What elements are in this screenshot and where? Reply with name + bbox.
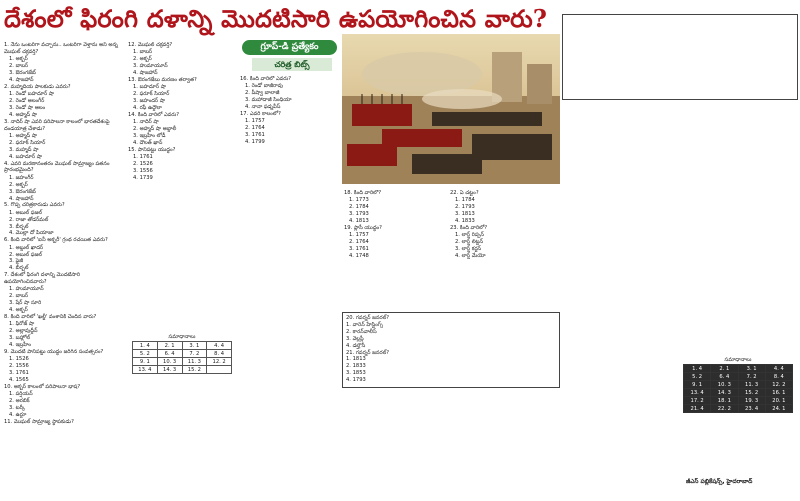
question-text: 3. నాదిర్‌ షా ఎవరి పరిపాలనా కాలంలో భారతదేశంపై దండయాత్ర చేశాడు? [4,118,110,132]
question-text: 6. కింది వారిలో 'ఐనీ అక్బరీ' గ్రంథ రచయిత ఎవరు? [4,237,108,244]
answer-option: 1. రెండో బహదూర్‌ షా [9,91,55,98]
answer-cell: 9. 1 [133,358,158,366]
answer-option: 3. 1813 [455,211,475,218]
answer-option: 3. టర్కీ [9,405,26,412]
answer-option: 4. మొల్లా దో పియాజా [9,230,54,237]
question-text: 17. ఎవరి కాలంలో? [240,110,281,117]
question-text: 16. కింది వారిలో ఎవరు? [240,76,292,82]
answer-option: 4. 1799 [245,138,265,145]
answer-option: 3. 1793 [349,211,369,218]
answer-cell: 12. 2 [207,358,232,366]
battle-illustration [342,34,560,184]
answer-option: 2. రెండో అలంగీర్‌ [9,98,45,105]
answer-option: 2. 1784 [349,204,369,211]
answer-cell: 6. 4 [711,373,738,381]
answers-row [133,350,232,358]
answer-cell: 18. 1 [711,397,738,405]
answer-cell: 13. 4 [133,366,158,374]
answer-cell: 21. 4 [684,405,711,413]
question-column-5 [450,190,558,310]
question-text: 21. గవర్నర్‌ జనరల్‌? [346,349,390,356]
answer-cell: 15. 2 [182,366,207,374]
answer-cell: 4. 4 [207,342,232,350]
answers-row [684,365,793,373]
question-column-2 [128,42,238,327]
answer-option: 3. 1761 [9,370,29,377]
answer-option: 4. షాజహాన్‌ [9,76,34,83]
answer-option: 3. ఇబ్రహీం లోడీ [133,132,166,139]
answer-option: 3. జహందర్‌ షా [133,98,166,105]
answer-cell: 22. 2 [711,405,738,413]
answer-option: 2. అల్లావుద్దీన్‌ [9,328,38,335]
answers-row [684,373,793,381]
answer-option: 1. అహ్మద్‌ షా [9,132,38,139]
answers-heading-2: సమాధానాలు [724,357,752,363]
answer-option: 4. 1565 [9,377,29,384]
answer-option: 1. 1784 [455,197,475,204]
answer-cell: 6. 4 [157,350,182,358]
answer-option: 4. బహదూర్‌ షా [9,153,43,160]
answer-option: 2. అక్బర్‌ [133,56,152,63]
answer-option: 2. బాబర్‌ [9,293,29,300]
answers-row [684,381,793,389]
section-badge: గ్రూప్‌-డి ప్రత్యేకం [242,40,337,55]
answer-option: 2. 1833 [346,363,366,370]
section-subtitle: చరిత్ర బిట్స్‌ [252,58,332,71]
answer-option: 3. బహ్లోల్‌ [9,335,31,342]
answer-option: 1. జహంగీర్‌ [9,174,34,181]
answer-option: 1. ఫిరోజ్‌ షా [9,321,35,328]
question-text: 20. గవర్నర్‌ జనరల్‌? [346,315,390,321]
answer-cell: 19. 3 [738,397,765,405]
answer-option: 1. 1761 [133,154,153,161]
answer-cell: 10. 3 [157,358,182,366]
answer-option: 2. 1793 [455,204,475,211]
answer-option: 3. మహాదాజీ సింధియా [245,97,292,104]
answer-option: 3. 1556 [133,167,153,174]
answer-option: 1. 1757 [349,232,369,239]
answer-cell: 24. 1 [765,405,792,413]
question-column-7 [682,98,794,348]
answer-option: 4. ఉర్దూ [9,411,27,418]
answers-row [684,389,793,397]
match-question-box-2 [562,14,798,100]
question-text: 22. ఏ చట్టం? [450,190,479,196]
answer-option: 1. బహదూర్‌ షా [133,84,167,91]
answer-option: 2. బాబర్‌ [9,63,29,70]
match-question-box [342,312,560,388]
question-column-3 [240,76,340,316]
answer-option: 4. లార్డ్‌ మేయో [455,252,486,259]
answer-cell: 23. 4 [738,405,765,413]
question-text: 11. మొఘల్‌ సామ్రాజ్య స్థాపకుడు? [4,418,74,425]
answer-option: 1. 1757 [245,118,265,125]
answers-table-1 [132,341,232,374]
answer-cell: 8. 4 [207,350,232,358]
answer-cell: 9. 1 [684,381,711,389]
answer-option: 2. ఫరూక్‌ సియార్‌ [133,91,170,98]
answer-option: 3. ఔరంగజేబ్‌ [9,188,36,195]
publisher-credit: జీఎస్‌ పబ్లికేషన్స్‌, హైదరాబాద్‌ [686,479,753,485]
answer-option: 1. అక్బర్‌ [9,56,28,63]
answer-cell: 5. 2 [684,373,711,381]
answer-option: 3. 1853 [346,370,366,377]
answer-option: 2. లార్డ్‌ లిట్టన్‌ [455,239,484,246]
question-column-4 [344,190,444,310]
answer-cell: 1. 4 [133,342,158,350]
answer-cell: 7. 2 [182,350,207,358]
answer-option: 3. 1761 [349,246,369,253]
answer-option: 1. రెండో బాజీరావు [245,83,283,90]
answer-option: 2. అక్బర్‌ [9,181,28,188]
question-text: 7. దేశంలో ఫిరంగి దళాన్ని మొదటిసారి ఉపయోగించినవారు? [4,272,80,286]
answer-cell: 2. 1 [157,342,182,350]
answer-option: 4. బీర్బల్‌ [9,265,29,272]
answers-row [133,358,232,366]
answer-option: 1. బాబర్‌ [133,49,153,56]
answer-option: 4. దౌలత్‌ ఖాన్‌ [133,139,163,146]
answer-cell: 10. 3 [711,381,738,389]
answer-option: 1. 1813 [346,356,366,363]
answer-option: 3. ఫైజీ [9,258,24,265]
answer-option: 3. బీర్బల్‌ [9,223,29,230]
answer-option: 4. అక్బర్‌ [9,307,28,314]
question-text: 2. మహ్మదియ పాలకుడు ఎవరు? [4,83,71,90]
answer-option: 2. రాజా తోడర్‌మల్‌ [9,216,49,223]
question-text: 14. కింది వారిలో ఎవరు? [128,111,180,118]
question-text: 4. ఎవరి మరణానంతరం మొఘల్‌ సామ్రాజ్యం పతనం ప్రారంభమైంది? [4,160,110,174]
answer-option: 4. డల్హౌసీ [346,342,366,349]
answer-option: 3. లార్డ్‌ కర్జన్‌ [455,246,482,253]
answer-cell: 8. 4 [765,373,792,381]
answer-option: 4. షాజహాన్‌ [133,70,158,77]
answers-row [133,342,232,350]
answer-cell: 3. 1 [738,365,765,373]
answer-option: 2. 1764 [349,239,369,246]
answer-option: 2. అహ్మద్‌ షా అబ్దాలీ [133,126,177,133]
question-text: 13. ఔరంగజేబు మరణం తర్వాత? [128,76,197,83]
answer-cell: 5. 2 [133,350,158,358]
answer-option: 4. 1748 [349,252,369,259]
question-text: 15. పానిపట్టు యుద్ధం? [128,146,176,153]
answer-option: 2. 1556 [9,363,29,370]
answer-option: 3. ఔరంగజేబ్‌ [9,70,36,77]
answer-option: 1. అబ్దుల్‌ ఖాదర్‌ [9,244,44,251]
answer-option: 4. 1739 [133,174,153,181]
question-text: 18. కింది వారిలో? [344,190,382,196]
answer-option: 1. వారెన్‌ హేస్టింగ్స్‌ [346,321,383,328]
answers-row [684,397,793,405]
answer-option: 2. అబుల్‌ ఫజల్‌ [9,251,42,258]
answer-cell: 3. 1 [182,342,207,350]
answer-cell: 11. 3 [738,381,765,389]
answer-option: 2. అరబిక్‌ [9,398,30,405]
answer-option: 1. హుమాయూన్‌ [9,286,44,293]
answer-option: 2. ఫరూక్‌ సియార్‌ [9,139,46,146]
answer-option: 2. 1526 [133,160,153,167]
answer-cell: 15. 2 [738,389,765,397]
answers-heading: సమాధానాలు [168,334,196,340]
answer-option: 1. 1526 [9,356,29,363]
question-column-6 [563,98,678,498]
answer-option: 2. 1764 [245,125,265,132]
answers-row [684,405,793,413]
page-title: దేశంలో ఫిరంగి దళాన్ని మొదటిసారి ఉపయోగించిన వారు? [4,4,548,33]
answer-option: 1. 1773 [349,197,369,204]
answer-option: 4. 1833 [455,218,475,225]
answer-option: 4. నానా ఫడ్నవీస్‌ [245,104,281,111]
answer-cell: 16. 1 [765,389,792,397]
answer-cell: 4. 4 [765,365,792,373]
answer-option: 1. అబుల్‌ ఫజల్‌ [9,209,42,216]
answer-option: 2. పీష్వా బాలాజీ [245,90,280,97]
answer-cell: 1. 4 [684,365,711,373]
answer-option: 4. షాజహాన్‌ [9,195,34,202]
question-text: 12. మొఘల్‌ చక్రవర్తి? [128,42,173,48]
answer-option: 3. వెల్లస్లీ [346,335,364,342]
question-text: 5. గొప్ప చరిత్రకారుడు ఎవరు? [4,202,65,209]
question-text: 23. కింది వారిలో? [450,224,488,231]
answer-cell: 14. 3 [711,389,738,397]
question-text: 19. ప్లాసీ యుద్ధం? [344,224,382,231]
answer-option: 2. కారన్‌వాలీస్‌ [346,328,377,335]
question-column-1 [4,42,122,500]
answer-option: 4. 1793 [346,377,366,384]
answer-option: 3. మహ్మద్‌ షా [9,146,39,153]
answer-cell: 11. 3 [182,358,207,366]
answer-option: 1. నాదిర్‌ షా [133,119,159,126]
question-text: 1. నేను ఒంటరిగా వచ్చాను.. ఒంటరిగా వెళ్తాను అని అన్న మొఘల్‌ చక్రవర్తి? [4,42,118,55]
question-column-2b [128,372,238,500]
question-text: 8. కింది వారిలో 'ఖల్జీ' వంశానికి చెందిన వారు? [4,314,97,321]
answer-option: 3. హుమాయూన్‌ [133,63,168,70]
answer-option: 4. రఫీ ఉద్దౌలా [133,104,162,111]
answer-option: 3. 1761 [245,132,265,139]
answer-option: 4. 1813 [349,218,369,225]
answers-table-2 [683,364,793,413]
answer-cell: 20. 1 [765,397,792,405]
answer-cell: 7. 2 [738,373,765,381]
question-text: 10. అక్బర్‌ కాలంలో పరిపాలనా భాష? [4,383,81,390]
answer-option: 3. షేర్‌ షా సూరి [9,300,42,307]
answer-cell: 12. 2 [765,381,792,389]
answer-cell: 13. 4 [684,389,711,397]
answer-option: 4. అహ్మద్‌ షా [9,111,38,118]
answer-cell: 2. 1 [711,365,738,373]
answer-option: 4. ఇబ్రహీం [9,342,31,349]
answer-option: 1. పర్షియన్‌ [9,391,33,398]
answer-cell: 17. 2 [684,397,711,405]
answer-option: 3. రెండో షా ఆలం [9,104,46,111]
answer-option: 1. లార్డ్‌ రిప్పన్‌ [455,232,485,239]
answer-cell: 14. 3 [157,366,182,374]
question-text: 9. మొదటి పానిపట్టు యుద్ధం జరిగిన సంవత్సరం? [4,349,104,355]
